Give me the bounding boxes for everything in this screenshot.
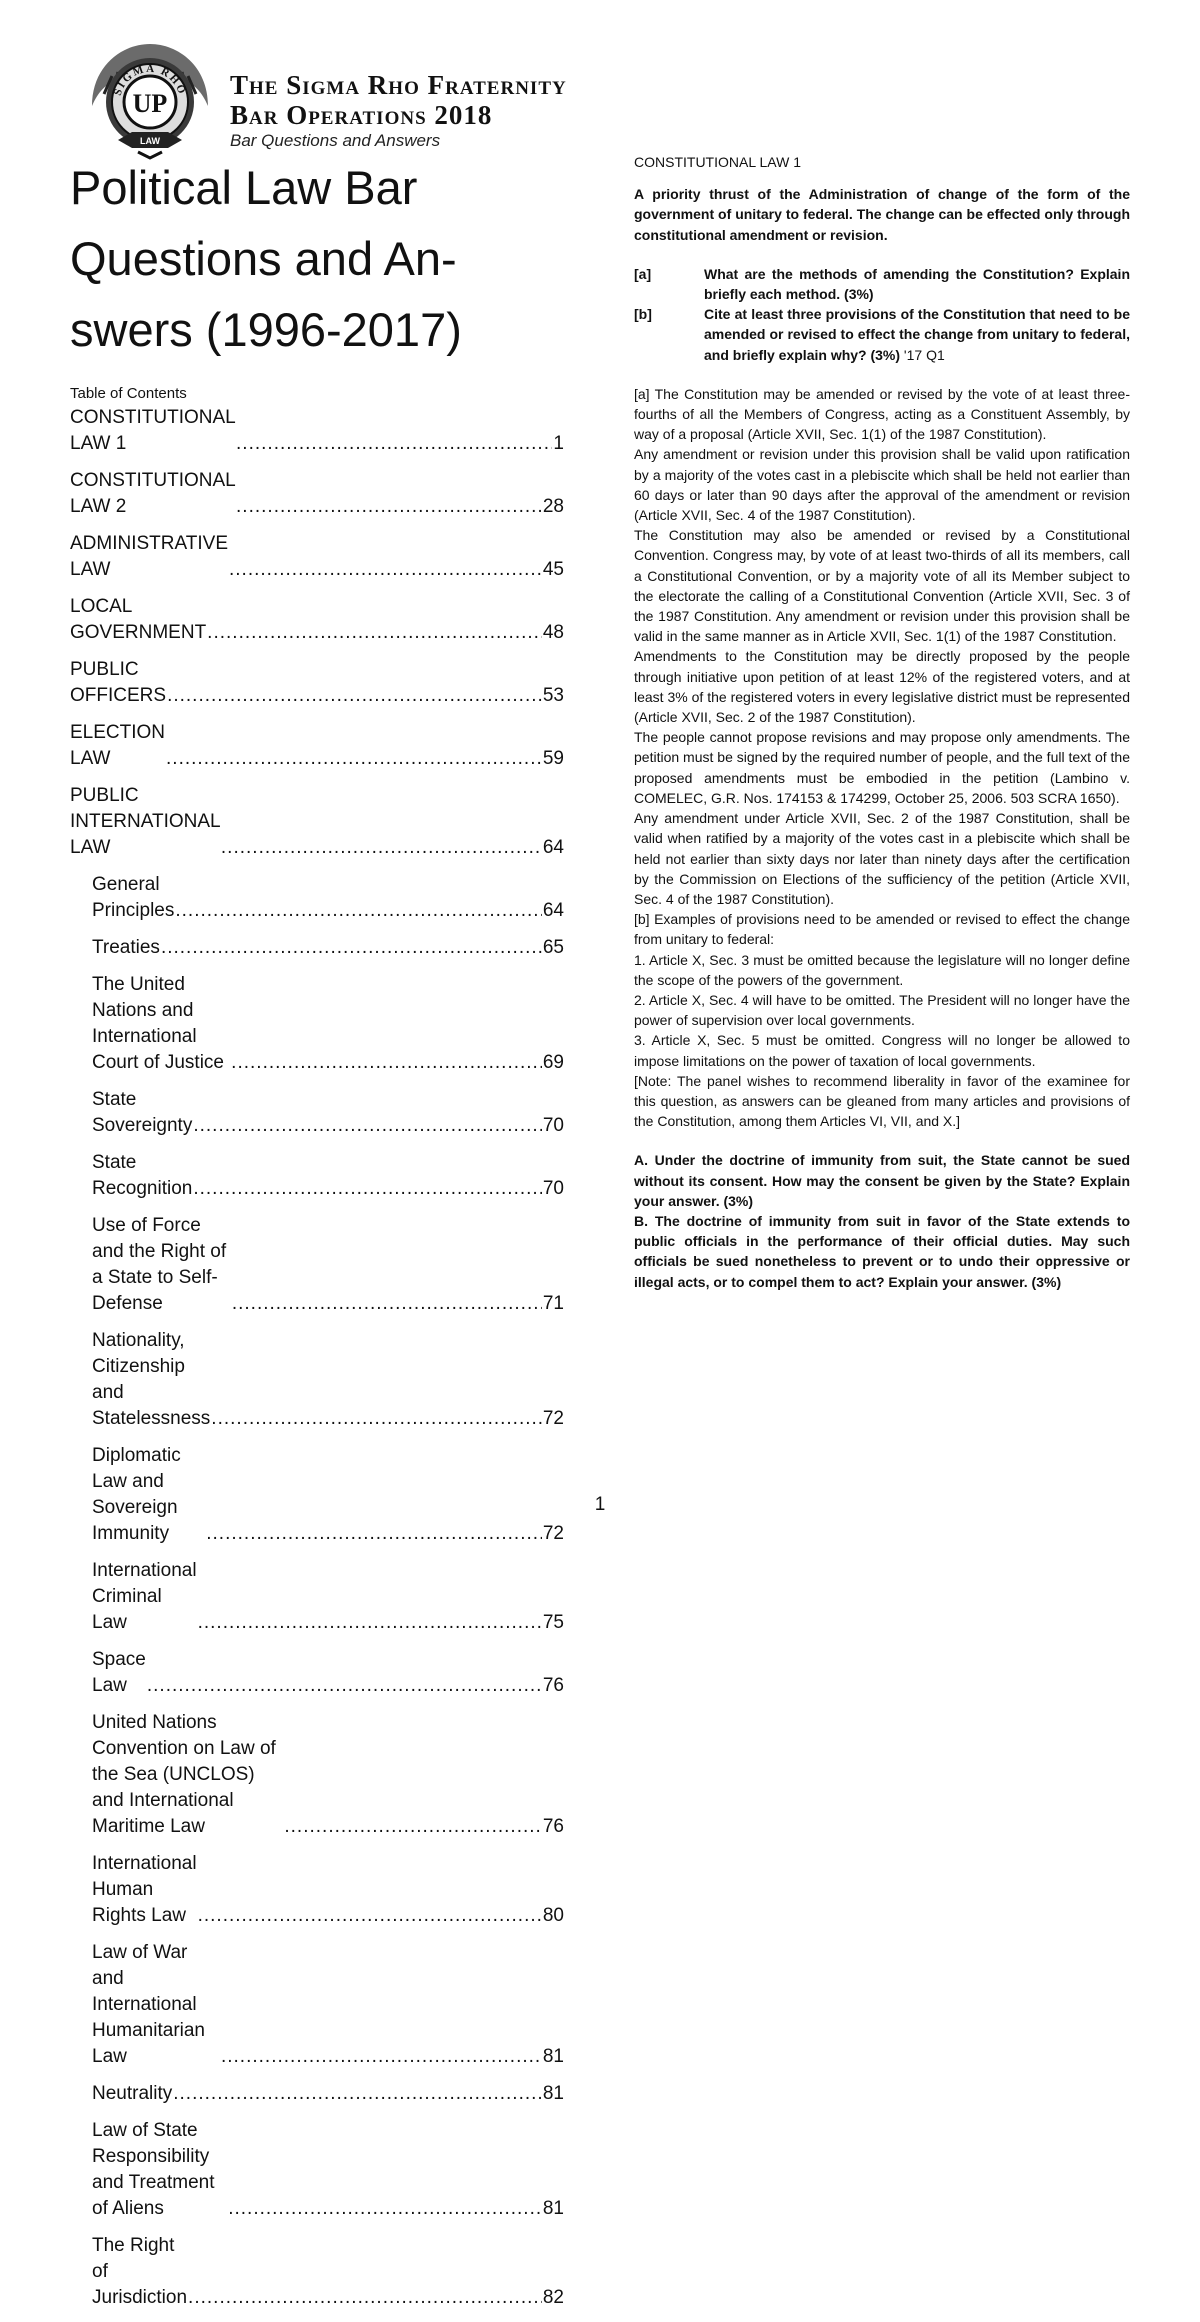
toc-leader-dots — [228, 2196, 542, 2222]
question-body: Cite at least three provisions of the Constitution that need to be amended or revised to effect the change from unitary to federal, and briefly explain why? (3%) — [704, 306, 1130, 363]
toc-entry-page: 82 — [542, 2287, 564, 2308]
toc-entry-page: 81 — [542, 2198, 564, 2219]
toc-leader-dots — [229, 557, 542, 583]
toc-leader-dots — [221, 2044, 542, 2070]
toc-entry[interactable] — [70, 1213, 564, 1317]
toc-entry-label: Law of War and International Humanitarian Law — [92, 1942, 205, 2067]
toc-entry[interactable] — [70, 1558, 564, 1636]
toc-entry-label: The Right of Jurisdiction — [92, 2235, 188, 2308]
toc-entry-label: International Criminal Law — [92, 1560, 197, 1633]
seal-ribbon-text: LAW — [140, 136, 160, 146]
toc-entry-label: ELECTION LAW — [70, 722, 166, 769]
fraternity-seal-logo — [82, 36, 218, 160]
toc-entry-label: United Nations Convention on Law of the Sea (UNCLOS) and International Maritime Law — [92, 1712, 276, 1837]
section-label: CONSTITUTIONAL LAW 1 — [634, 154, 801, 170]
toc-entry-page: 65 — [542, 937, 564, 958]
toc-entry[interactable] — [70, 2081, 564, 2107]
toc-leader-dots — [232, 1291, 542, 1317]
toc-entry-label: The United Nations and International Court of Justice — [92, 974, 224, 1073]
toc-entry-label: State Recognition — [92, 1152, 193, 1199]
question-2b: B. The doctrine of immunity from suit in favor of the State extends to public officials in the performance of their official duties. May such officials be sued nonetheless to prevent or to undo their oppressive or illegal acts, or to compel them to act? Explain your answer. (3%) — [634, 1212, 1130, 1290]
toc-leader-dots — [198, 1903, 542, 1929]
toc-entry-page: 69 — [542, 1052, 564, 1073]
toc-entry-page: 81 — [542, 2046, 564, 2067]
toc-leader-dots — [284, 1814, 541, 1840]
toc-entry[interactable] — [70, 657, 564, 709]
operations-name: Bar Operations 2018 — [230, 100, 493, 130]
toc-entry-label: ADMINISTRATIVE LAW — [70, 533, 228, 580]
toc-leader-dots — [198, 1610, 542, 1636]
toc-entry-label: CONSTITUTIONAL LAW 2 — [70, 470, 236, 517]
question-marker: [a] — [634, 265, 652, 282]
toc-entry[interactable] — [70, 1940, 564, 2070]
toc-entry-page: 53 — [542, 685, 564, 706]
header-subtitle: Bar Questions and Answers — [230, 131, 441, 150]
toc-entry-page: 76 — [542, 1816, 564, 1837]
toc-entry-page: 70 — [542, 1178, 564, 1199]
toc-entry-page: 48 — [542, 622, 564, 643]
toc-leader-dots — [167, 683, 542, 709]
toc-entry-label: Law of State Responsibility and Treatment of Aliens — [92, 2120, 215, 2219]
toc-entry[interactable] — [70, 720, 564, 772]
toc-entry[interactable] — [70, 1150, 564, 1202]
title-line: Questions and An- — [70, 232, 457, 285]
left-column — [70, 152, 564, 2322]
toc-leader-dots — [166, 746, 542, 772]
organization-name: The Sigma Rho Fraternity — [230, 70, 567, 100]
toc-entry[interactable] — [70, 1710, 564, 1840]
answer-paragraph: Amendments to the Constitution may be directly proposed by the people through initiative upon petition of at least 12% of the registered voters, and at least 3% of the registered voters in every legislative district must be represented (Article XVII, Sec. 2 of the 1987 Constitution). — [634, 648, 1130, 726]
toc-entry-label: Nationality, Citizenship and Statelessness — [92, 1330, 211, 1429]
toc-entry[interactable] — [70, 972, 564, 1076]
question-text — [704, 304, 1130, 365]
toc-entry[interactable] — [70, 935, 564, 961]
toc-entry-label: LOCAL GOVERNMENT — [70, 596, 207, 643]
toc-entry[interactable] — [70, 1328, 564, 1432]
toc-leader-dots — [211, 1406, 542, 1432]
toc-entry-page: 72 — [542, 1408, 564, 1429]
question-text: What are the methods of amending the Constitution? Explain briefly each method. (3%) — [704, 265, 1130, 303]
document-title — [70, 152, 564, 365]
toc-entry-label: Use of Force and the Right of a State to Self-Defense — [92, 1215, 227, 1314]
toc-entry-page: 72 — [542, 1523, 564, 1544]
toc-entry[interactable] — [70, 783, 564, 861]
answer-paragraph: [b] Examples of provisions need to be amended or revised to effect the change from unitary to federal: — [634, 911, 1130, 948]
toc-entry-page: 80 — [542, 1905, 564, 1926]
toc-entry-page: 59 — [542, 748, 564, 769]
toc-leader-dots — [207, 620, 542, 646]
question-year-tag: '17 Q1 — [900, 346, 945, 363]
toc-leader-dots — [193, 1176, 542, 1202]
toc-entry-page: 64 — [542, 837, 564, 858]
question-1-intro: A priority thrust of the Administration of change of the form of the government of unitary to federal. The change can be effected only through constitutional amendment or revision. — [634, 186, 1130, 243]
toc-entry[interactable] — [70, 2118, 564, 2222]
toc-entry[interactable] — [70, 531, 564, 583]
question-2a: A. Under the doctrine of immunity from suit, the State cannot be sued without its consent. How may the consent be given by the State? Explain your answer. (3%) — [634, 1152, 1130, 1209]
answer-paragraph: Any amendment or revision under this provision shall be valid upon ratification by a majority of the votes cast in a plebiscite which shall be held not earlier than 60 days or later than 90 days after the approval of the amendment or revision (Article XVII, Sec. 4 of the 1987 Constitution). — [634, 446, 1130, 524]
table-of-contents — [70, 405, 564, 2311]
toc-entry-label: Space Law — [92, 1649, 146, 1696]
toc-leader-dots — [236, 494, 542, 520]
answer-paragraph: 3. Article X, Sec. 5 must be omitted. Congress will no longer be allowed to impose limitations on the power of taxation of local governments. — [634, 1032, 1130, 1069]
toc-leader-dots — [193, 1113, 542, 1139]
toc-entry-label: International Human Rights Law — [92, 1853, 197, 1926]
answer-paragraph: [a] The Constitution may be amended or revised by the vote of at least three-fourths of all the Members of Congress, acting as a Constituent Assembly, by way of a proposal (Article XVII, Sec. 1(1) of the 1987 Constitution). — [634, 385, 1130, 443]
toc-entry[interactable] — [70, 468, 564, 520]
toc-entry[interactable] — [70, 1647, 564, 1699]
answer-paragraph: The Constitution may also be amended or revised by a Constitutional Convention. Congress may, by vote of at least two-thirds of all its members, call a Constitutional Convention, or by a majority vote of all its Member subject to the electorate the calling of a Constitutional Convention (Article XVII, Sec. 3 of the 1987 Constitution. Any amendment or revision under this provision shall be valid in the same manner as in Article XVII, Sec. 1(1) of the 1987 Constitution. — [634, 527, 1130, 645]
toc-entry[interactable] — [70, 594, 564, 646]
toc-leader-dots — [236, 431, 552, 457]
toc-entry[interactable] — [70, 872, 564, 924]
answer-paragraph: 1. Article X, Sec. 3 must be omitted because the legislature will no longer define the scope of the powers of the government. — [634, 951, 1130, 988]
answer-paragraph: Any amendment under Article XVII, Sec. 2 of the 1987 Constitution, shall be valid when ratified by a majority of the votes cast in a plebiscite which shall be held not earlier than sixty days nor later than ninety days after the certification by the Commission on Elections of the sufficiency of the petition (Article XVII, Sec. 4 of the 1987 Constitution). — [634, 810, 1130, 907]
title-line: swers (1996-2017) — [70, 303, 462, 356]
question-1b — [634, 304, 1130, 365]
toc-entry-label: Treaties — [92, 937, 160, 958]
answer-block — [634, 384, 1130, 1132]
question-1a — [634, 264, 1130, 304]
toc-heading: Table of Contents — [70, 385, 187, 402]
toc-entry-label: Diplomatic Law and Sovereign Immunity — [92, 1445, 181, 1544]
toc-leader-dots — [173, 2081, 542, 2107]
toc-entry-page: 1 — [553, 433, 564, 454]
toc-entry-label: Neutrality — [92, 2083, 173, 2104]
question-marker: [b] — [634, 306, 652, 323]
toc-leader-dots — [206, 1521, 542, 1547]
answer-paragraph: The people cannot propose revisions and may propose only amendments. The petition must be signed by the required number of people, and the full text of the proposed amendments must be embodied in the petition (Lambino v. COMELEC, G.R. Nos. 174153 & 174299, October 25, 2006. 503 SCRA 1650). — [634, 729, 1130, 806]
toc-entry[interactable] — [70, 2233, 564, 2311]
toc-leader-dots — [147, 1673, 542, 1699]
toc-entry-label: General Principles — [92, 874, 175, 921]
seal-text: SIGMA RHO — [111, 62, 189, 98]
toc-entry-label: CONSTITUTIONAL LAW 1 — [70, 407, 236, 454]
toc-entry-page: 28 — [542, 496, 564, 517]
document-header — [230, 70, 567, 151]
toc-entry-page: 45 — [542, 559, 564, 580]
toc-entry-page: 75 — [542, 1612, 564, 1633]
title-line: Political Law Bar — [70, 161, 418, 214]
toc-entry-label: PUBLIC INTERNATIONAL LAW — [70, 785, 220, 858]
toc-entry-label: State Sovereignty — [92, 1089, 193, 1136]
toc-entry[interactable] — [70, 1851, 564, 1929]
toc-entry-page: 64 — [542, 900, 564, 921]
toc-entry-page: 71 — [542, 1293, 564, 1314]
toc-entry[interactable] — [70, 405, 564, 457]
toc-leader-dots — [221, 835, 542, 861]
toc-leader-dots — [231, 1050, 542, 1076]
answer-paragraph: [Note: The panel wishes to recommend liberality in favor of the examinee for this question, as answers can be gleaned from many articles and provisions of the Constitution, among them Articles VI, VII, and X.] — [634, 1072, 1130, 1130]
toc-leader-dots — [161, 935, 542, 961]
page-number: 1 — [594, 1494, 606, 1515]
seal-monogram: UP — [132, 89, 168, 118]
toc-entry-label: PUBLIC OFFICERS — [70, 659, 167, 706]
answer-paragraph: 2. Article X, Sec. 4 will have to be omitted. The President will no longer have the power of supervision over local governments. — [634, 991, 1130, 1029]
toc-entry-page: 76 — [542, 1675, 564, 1696]
toc-entry[interactable] — [70, 1087, 564, 1139]
right-column — [634, 152, 1130, 1292]
toc-leader-dots — [188, 2285, 542, 2311]
toc-entry-page: 70 — [542, 1115, 564, 1136]
toc-entry-page: 81 — [542, 2083, 564, 2104]
toc-leader-dots — [175, 898, 541, 924]
